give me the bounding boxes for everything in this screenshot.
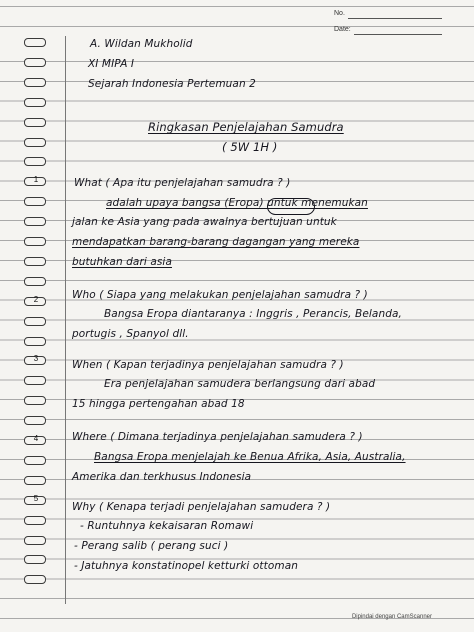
ring-number: 1	[33, 175, 39, 185]
section-1-line-1: adalah upaya bangsa (Eropa) untuk menemukan	[106, 197, 368, 209]
binder-ring	[24, 337, 46, 346]
binder-ring	[24, 317, 46, 326]
scanner-watermark: Dipindai dengan CamScanner	[351, 614, 432, 620]
ring-number: 3	[33, 354, 39, 364]
date-label: Date:	[334, 26, 351, 33]
binder-ring	[24, 416, 46, 425]
binder-ring	[24, 493, 46, 505]
section-4-line-1: Bangsa Eropa menjelajah ke Benua Afrika, Asia, Australia,	[94, 451, 406, 463]
binder-ring	[24, 277, 46, 286]
section-1-line-2: jalan ke Asia yang pada awalnya bertujuan untuk	[72, 216, 337, 228]
binder-ring	[24, 98, 46, 107]
section-2-line-1: Bangsa Eropa diantaranya : Inggris , Perancis, Belanda,	[104, 308, 402, 320]
section-5-line-3: - Jatuhnya konstatinopel ketturki ottoman	[74, 560, 298, 572]
section-5-question: Why ( Kenapa terjadi penjelajahan samudera ? )	[72, 501, 331, 513]
binder-ring	[24, 456, 46, 465]
binder-ring	[24, 257, 46, 266]
date-line	[354, 34, 442, 35]
binder-ring	[24, 217, 46, 226]
binder-ring	[24, 436, 46, 445]
section-1-line-3: mendapatkan barang-barang dagangan yang mereka	[72, 236, 360, 248]
binder-ring	[24, 536, 46, 545]
binder-ring	[24, 177, 46, 186]
section-1-question: What ( Apa itu penjelajahan samudra ? )	[74, 177, 291, 189]
binder-ring	[24, 157, 46, 166]
binder-ring	[24, 78, 46, 87]
binder-ring	[24, 294, 46, 306]
section-5-line-1: - Runtuhnya kekaisaran Romawi	[80, 520, 254, 532]
no-line	[348, 18, 442, 19]
binder-ring	[24, 58, 46, 67]
ring-number: 4	[33, 434, 39, 443]
no-label: No.	[334, 10, 345, 17]
page-title: Ringkasan Penjelajahan Samudra	[148, 120, 344, 134]
binder-ring	[24, 376, 46, 385]
section-1-line-4: butuhkan dari asia	[72, 256, 172, 268]
section-2-line-2: portugis , Spanyol dll.	[72, 328, 189, 340]
section-4-line-2: Amerika dan terkhusus Indonesia	[72, 471, 252, 483]
binder-ring	[24, 575, 46, 584]
binder-ring	[24, 197, 46, 206]
section-4-question: Where ( Dimana terjadinya penjelajahan samudera ? )	[72, 431, 363, 443]
binder-ring	[24, 396, 46, 405]
ring-number: 5	[33, 493, 39, 503]
binder-ring	[24, 38, 46, 47]
student-name: A. Wildan Mukholid	[90, 38, 193, 50]
binder-ring	[24, 237, 46, 246]
section-2-question: Who ( Siapa yang melakukan penjelajahan samudra ? )	[72, 289, 368, 301]
binder-ring	[24, 138, 46, 147]
margin-line	[65, 36, 66, 604]
binder-ring	[24, 356, 46, 365]
binder-ring	[24, 555, 46, 564]
subject-line: Sejarah Indonesia Pertemuan 2	[88, 78, 256, 90]
section-3-question: When ( Kapan terjadinya penjelajahan samudra ? )	[72, 359, 344, 371]
binder-ring	[24, 516, 46, 525]
section-3-line-2: 15 hingga pertengahan abad 18	[72, 398, 245, 410]
binder-ring	[24, 476, 46, 485]
binder-ring	[24, 118, 46, 127]
section-5-line-2: - Perang salib ( perang suci )	[74, 540, 229, 552]
section-3-line-1: Era penjelajahan samudera berlangsung dari abad	[104, 378, 376, 390]
ring-number: 2	[33, 294, 39, 304]
student-class: XI MIPA I	[88, 58, 135, 70]
page-subtitle: ( 5W 1H )	[222, 140, 278, 154]
